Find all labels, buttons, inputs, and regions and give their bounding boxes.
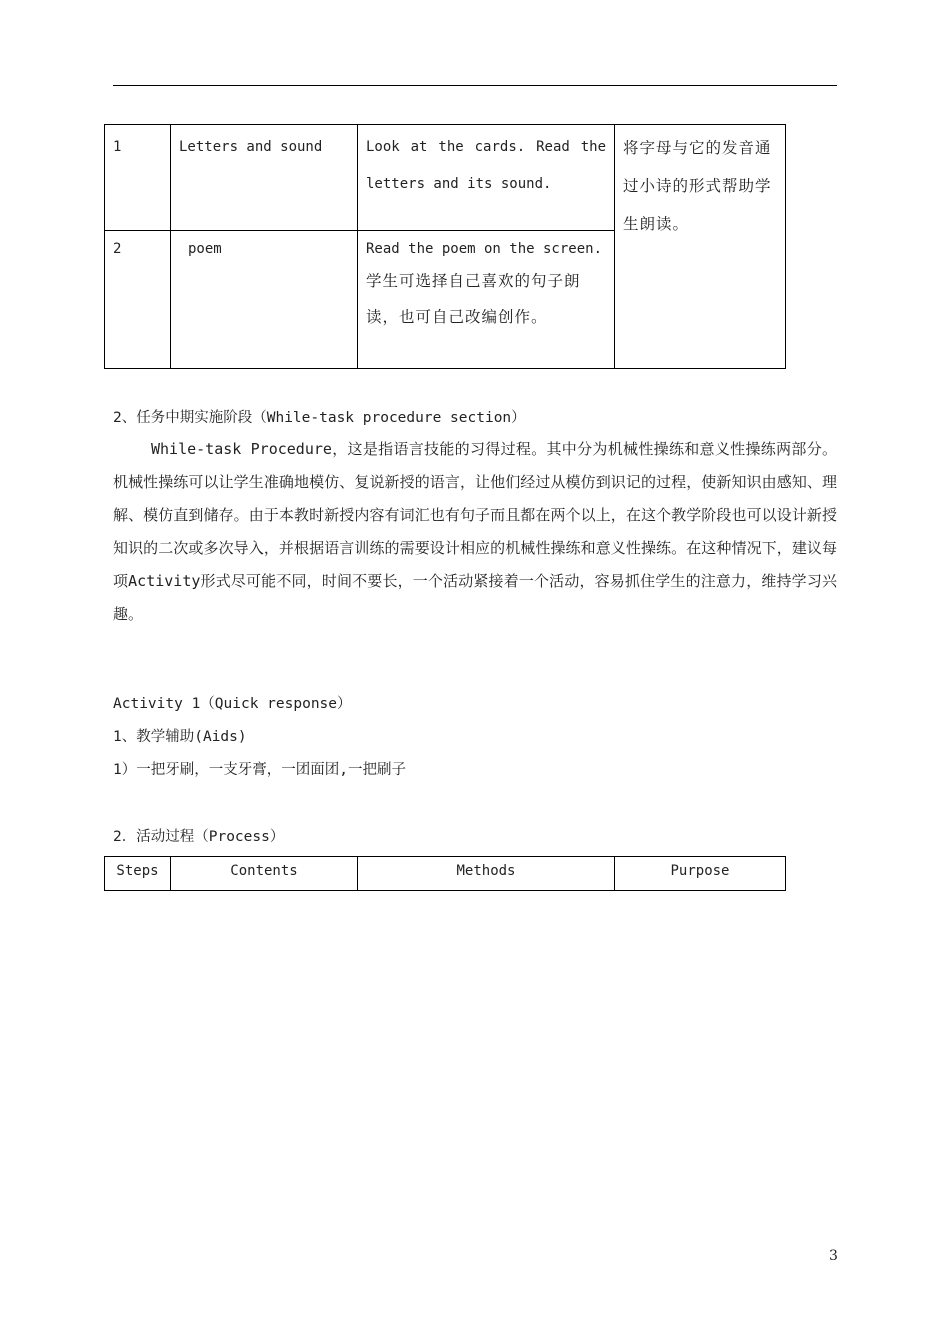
header-rule <box>113 85 837 86</box>
aids-heading: 1、教学辅助(Aids) <box>113 729 247 745</box>
methods-chinese: 学生可选择自己喜欢的句子朗读，也可自己改编创作。 <box>366 272 581 326</box>
page-number: 3 <box>829 1248 838 1264</box>
table-row <box>105 125 786 231</box>
table-header-row <box>105 857 786 891</box>
section-paragraph: While-task Procedure，这是指语言技能的习得过程。其中分为机械性操练和意义性操练两部分。机械性操练可以让学生准确地模仿、复说新授的语言，让他们经过从模仿到识记的过程，使新知识由感知、理解、模仿直到储存。由于本教时新授内容有词汇也有句子而且都在两个以上，在这个教学阶段也可以设计新授知识的二次或多次导入，并根据语言训练的需要设计相应的机械性操练和意义性操练。在这种情况下，建议每项Activity形式尽可能不同，时间不要长，一个活动紧接着一个活动，容易抓住学生的注意力，维持学习兴趣。 <box>113 440 837 623</box>
table-cell-step: 2 <box>105 231 171 369</box>
table-cell-content: poem <box>171 231 358 369</box>
table-cell-methods <box>358 231 615 369</box>
table-cell-purpose: 将字母与它的发音通过小诗的形式帮助学生朗读。 <box>615 125 786 369</box>
activity-table-top <box>104 124 786 369</box>
activity-title: Activity 1（Quick response） <box>113 696 352 712</box>
table-cell-content: Letters and sound <box>171 125 358 231</box>
table-cell-methods: Look at the cards. Read the letters and its sound. <box>358 125 615 231</box>
process-table-header <box>104 856 786 891</box>
aids-item: 1）一把牙刷，一支牙膏，一团面团,一把刷子 <box>113 762 406 778</box>
methods-english: Read the poem on the screen. <box>366 241 603 257</box>
process-heading: 2．活动过程（Process） <box>113 829 285 845</box>
table-cell-step: 1 <box>105 125 171 231</box>
header-contents: Contents <box>171 857 358 891</box>
header-steps: Steps <box>105 857 171 891</box>
header-methods: Methods <box>358 857 615 891</box>
header-purpose: Purpose <box>615 857 786 891</box>
section-heading: 2、任务中期实施阶段（While-task procedure section） <box>113 410 526 426</box>
